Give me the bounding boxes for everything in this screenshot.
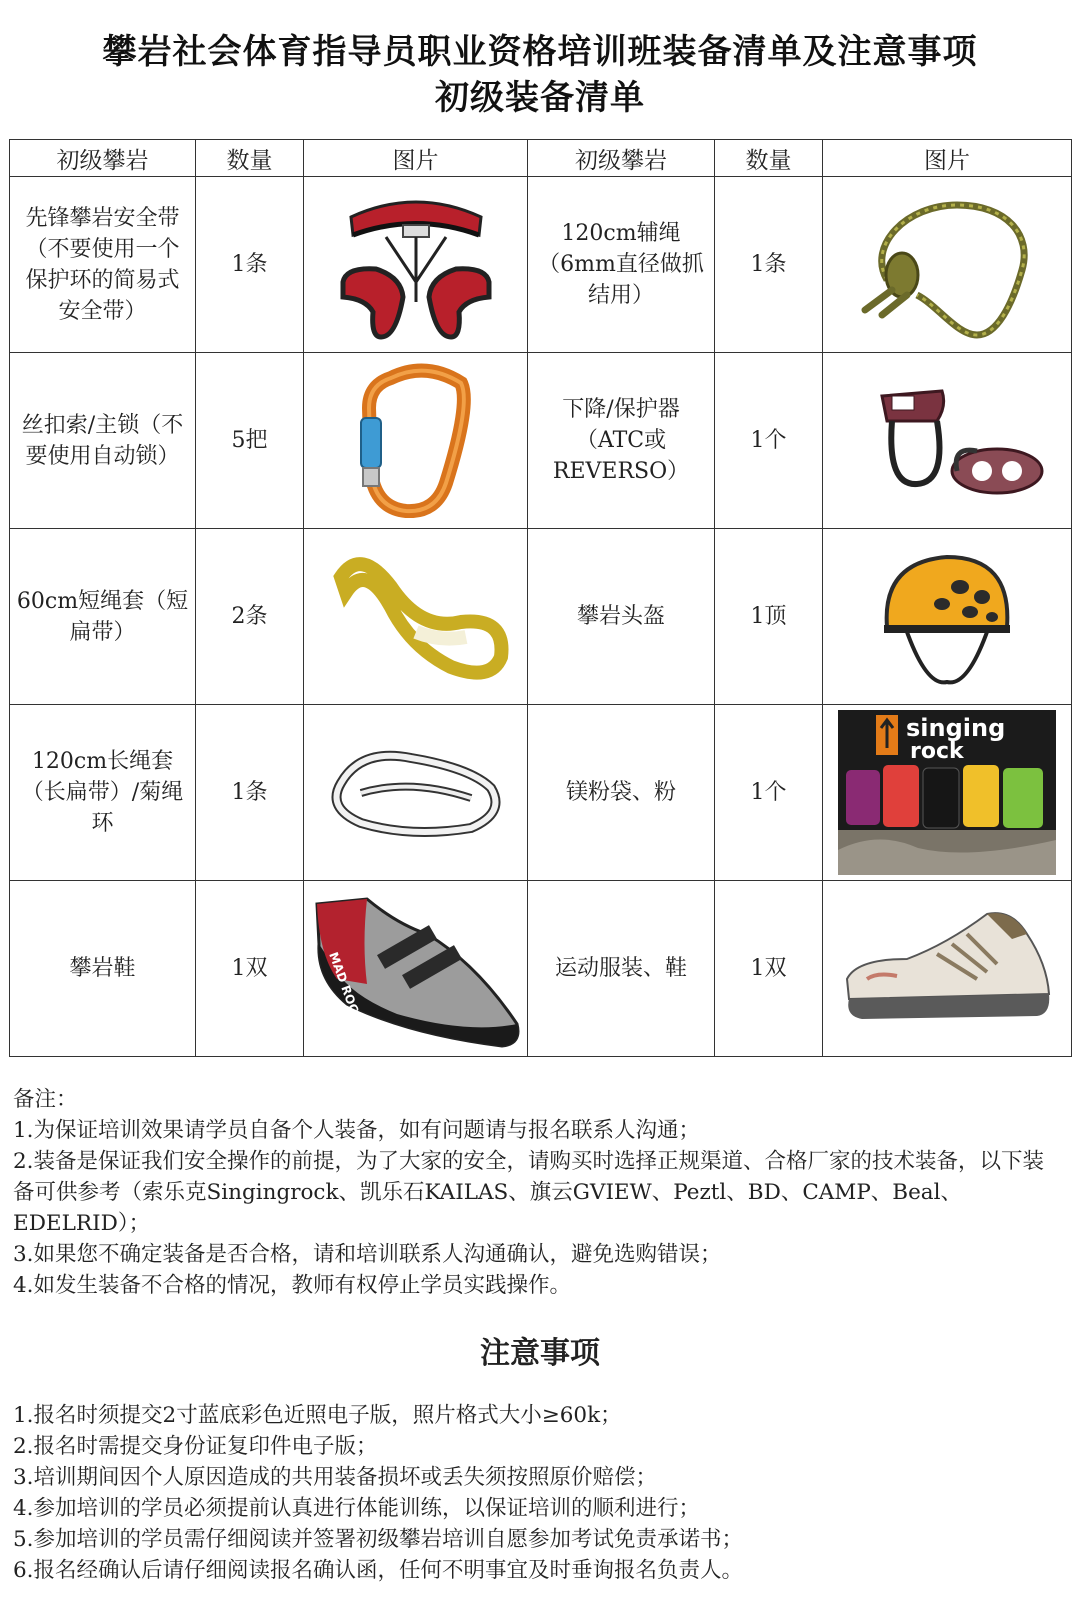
column-header: 数量	[196, 140, 304, 177]
item-quantity: 1双	[196, 881, 304, 1057]
table-row	[10, 881, 1072, 1057]
table-row	[10, 705, 1072, 881]
page-subtitle: 初级装备清单	[435, 78, 645, 118]
item-picture	[304, 353, 528, 529]
daisy-chain-icon	[321, 738, 511, 848]
item-name: 镁粉袋、粉	[528, 705, 715, 881]
list-item: 4.参加培训的学员必须提前认真进行体能训练，以保证培训的顺利进行；	[13, 1496, 701, 1521]
column-header: 数量	[715, 140, 823, 177]
item-quantity: 1条	[715, 177, 823, 353]
list-item: 1.为保证培训效果请学员自备个人装备，如有问题请与报名联系人沟通；	[13, 1118, 701, 1143]
sneaker-icon	[837, 904, 1057, 1034]
item-name: 攀岩头盔	[528, 529, 715, 705]
list-item: 2.报名时需提交身份证复印件电子版；	[13, 1434, 378, 1459]
item-name: 120cm长绳套（长扁带）/菊绳环	[10, 705, 196, 881]
list-item: 1.报名时须提交2寸蓝底彩色近照电子版，照片格式大小≥60k；	[13, 1403, 622, 1428]
item-name: 60cm短绳套（短扁带）	[10, 529, 196, 705]
item-quantity: 1条	[196, 705, 304, 881]
item-picture	[304, 529, 528, 705]
notes-section	[13, 1084, 1063, 1301]
item-quantity: 1条	[196, 177, 304, 353]
item-name: 运动服装、鞋	[528, 881, 715, 1057]
item-name: 丝扣索/主锁（不要使用自动锁）	[10, 353, 196, 529]
column-header: 初级攀岩	[528, 140, 715, 177]
column-header: 初级攀岩	[10, 140, 196, 177]
carabiner-icon	[351, 363, 481, 518]
notes-label: 备注：	[13, 1087, 78, 1112]
item-picture	[823, 705, 1072, 881]
list-item: 5.参加培训的学员需仔细阅读并签署初级攀岩培训自愿参加考试免责承诺书；	[13, 1527, 744, 1552]
item-name: 攀岩鞋	[10, 881, 196, 1057]
item-picture	[823, 881, 1072, 1057]
table-row	[10, 353, 1072, 529]
svg-text:rock: rock	[910, 739, 964, 764]
item-quantity: 1个	[715, 705, 823, 881]
item-picture	[823, 353, 1072, 529]
cord-icon	[847, 185, 1047, 345]
item-quantity: 1双	[715, 881, 823, 1057]
list-item: 3.如果您不确定装备是否合格，请和培训联系人沟通确认，避免选购错误；	[13, 1242, 722, 1267]
item-picture	[304, 177, 528, 353]
belay-device-icon	[847, 376, 1047, 506]
table-row	[10, 177, 1072, 353]
column-header: 图片	[823, 140, 1072, 177]
attention-title: 注意事项	[480, 1336, 600, 1371]
item-name: 下降/保护器（ATC或REVERSO）	[528, 353, 715, 529]
column-header: 图片	[304, 140, 528, 177]
harness-icon	[331, 187, 501, 342]
list-item: 2.装备是保证我们安全操作的前提，为了大家的安全，请购买时选择正规渠道、合格厂家的技术装备，以下装备可供参考（索乐克Singingrock、凯乐石KAILAS、旗云GVIEW、Peztl、BD、CAMP、Beal、EDELRID）；	[13, 1149, 1045, 1236]
attention-section	[13, 1400, 1063, 1586]
item-quantity: 5把	[196, 353, 304, 529]
item-picture	[304, 881, 528, 1057]
item-quantity: 2条	[196, 529, 304, 705]
svg-text:MAD ROCK: MAD ROCK	[325, 949, 364, 1024]
table-row	[10, 529, 1072, 705]
item-quantity: 1个	[715, 353, 823, 529]
chalk-bag-icon	[838, 710, 1056, 875]
climbing-shoe-icon	[307, 884, 525, 1054]
page-title: 攀岩社会体育指导员职业资格培训班装备清单及注意事项	[102, 32, 978, 72]
equipment-table	[9, 139, 1072, 1057]
list-item: 3.培训期间因个人原因造成的共用装备损坏或丢失须按照原价赔偿；	[13, 1465, 658, 1490]
item-picture	[823, 177, 1072, 353]
item-name: 先锋攀岩安全带（不要使用一个保护环的简易式安全带）	[10, 177, 196, 353]
item-picture	[304, 705, 528, 881]
item-name: 120cm辅绳（6mm直径做抓结用）	[528, 177, 715, 353]
sling-icon	[321, 547, 511, 687]
table-header-row	[10, 140, 1072, 177]
list-item: 4.如发生装备不合格的情况，教师有权停止学员实践操作。	[13, 1273, 572, 1298]
item-quantity: 1顶	[715, 529, 823, 705]
item-picture	[823, 529, 1072, 705]
helmet-icon	[872, 542, 1022, 692]
list-item: 6.报名经确认后请仔细阅读报名确认函，任何不明事宜及时垂询报名负责人。	[13, 1558, 744, 1583]
chalk-bag-logo: singing	[906, 714, 1006, 742]
